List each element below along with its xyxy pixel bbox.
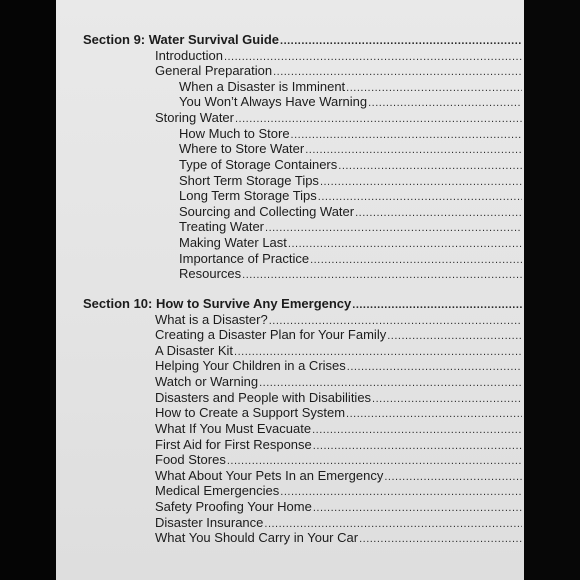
entry-label: What You Should Carry in Your Car [155,530,359,545]
entry-label: Disaster Insurance [155,515,264,530]
entry-label: Watch or Warning [155,374,259,389]
toc-entry [155,467,522,483]
toc-entry [155,47,522,63]
entry-label: Safety Proofing Your Home [155,499,312,514]
toc-entry [155,529,522,545]
entry-label: When a Disaster is Imminent [179,79,346,94]
toc-entry [179,78,522,94]
entry-label: How to Create a Support System [155,405,346,420]
entry-label: Short Term Storage Tips [179,173,319,188]
toc-entry [179,172,522,188]
entry-label: Treating Water [179,219,265,234]
entry-label: Making Water Last [179,235,287,250]
entry-label: How Much to Store [179,126,290,141]
toc-entry [155,389,522,405]
left-dark-border [0,0,56,580]
section-heading [83,31,522,47]
entry-label: General Preparation [155,63,273,78]
entry-label: What About Your Pets In an Emergency [155,468,384,483]
entry-label: What If You Must Evacuate [155,421,312,436]
toc-entry [179,234,522,250]
entry-label: Disasters and People with Disabilities [155,390,372,405]
toc-entry [155,326,522,342]
book-page [56,0,524,580]
dot-leader [242,269,522,281]
entry-label: You Won’t Always Have Warning [179,94,368,109]
dot-leader [359,533,522,545]
dot-leader [352,299,522,311]
toc-entry [155,498,522,514]
toc-entry [155,404,522,420]
entry-label: Introduction [155,48,223,63]
toc-entry [179,203,522,219]
section-heading [83,295,522,311]
entry-label: What is a Disaster? [155,312,268,327]
toc-entry [155,62,522,78]
dot-leader [280,486,522,498]
toc-entry [179,218,522,234]
toc-entry [179,125,522,141]
toc-entry [155,109,522,125]
toc-entry [155,420,522,436]
toc-entry [179,250,522,266]
dot-leader [288,238,522,250]
toc-entry [155,373,522,389]
toc-entry [155,357,522,373]
dot-leader [280,35,522,47]
entry-label: Medical Emergencies [155,483,280,498]
dot-leader [235,113,522,125]
toc-entry [179,156,522,172]
toc-entry [155,311,522,327]
toc-entry [179,93,522,109]
entry-label: Type of Storage Containers [179,157,338,172]
dot-leader [318,191,522,203]
entry-label: Sourcing and Collecting Water [179,204,355,219]
dot-leader [347,361,522,373]
toc-entry [155,514,522,530]
entry-label: A Disaster Kit [155,343,234,358]
toc-entry [155,482,522,498]
toc-entry [179,187,522,203]
toc-entry [155,436,522,452]
dot-leader [265,222,522,234]
toc-entry [179,265,522,281]
dot-leader [312,424,522,436]
entry-label: First Aid for First Response [155,437,312,452]
entry-label: Creating a Disaster Plan for Your Family [155,327,387,342]
dot-leader [368,97,522,109]
entry-label: Importance of Practice [179,251,310,266]
toc-entry [155,342,522,358]
entry-label: Food Stores [155,452,226,467]
section-title: Section 10: How to Survive Any Emergency [83,296,352,311]
dot-leader [305,144,522,156]
dot-leader [227,455,522,467]
entry-label: Storing Water [155,110,234,125]
entry-label: Helping Your Children in a Crises [155,358,346,373]
section-title: Section 9: Water Survival Guide [83,32,280,47]
dot-leader [259,377,522,389]
entry-label: Where to Store Water [179,141,305,156]
dot-leader [387,330,522,342]
dot-leader [346,408,522,420]
right-dark-border [524,0,580,580]
toc-entry [179,140,522,156]
table-of-contents [56,0,524,580]
dot-leader [338,160,522,172]
dot-leader [313,502,522,514]
entry-label: Long Term Storage Tips [179,188,317,203]
dot-leader [273,66,522,78]
entry-label: Resources [179,266,242,281]
toc-entry [155,451,522,467]
